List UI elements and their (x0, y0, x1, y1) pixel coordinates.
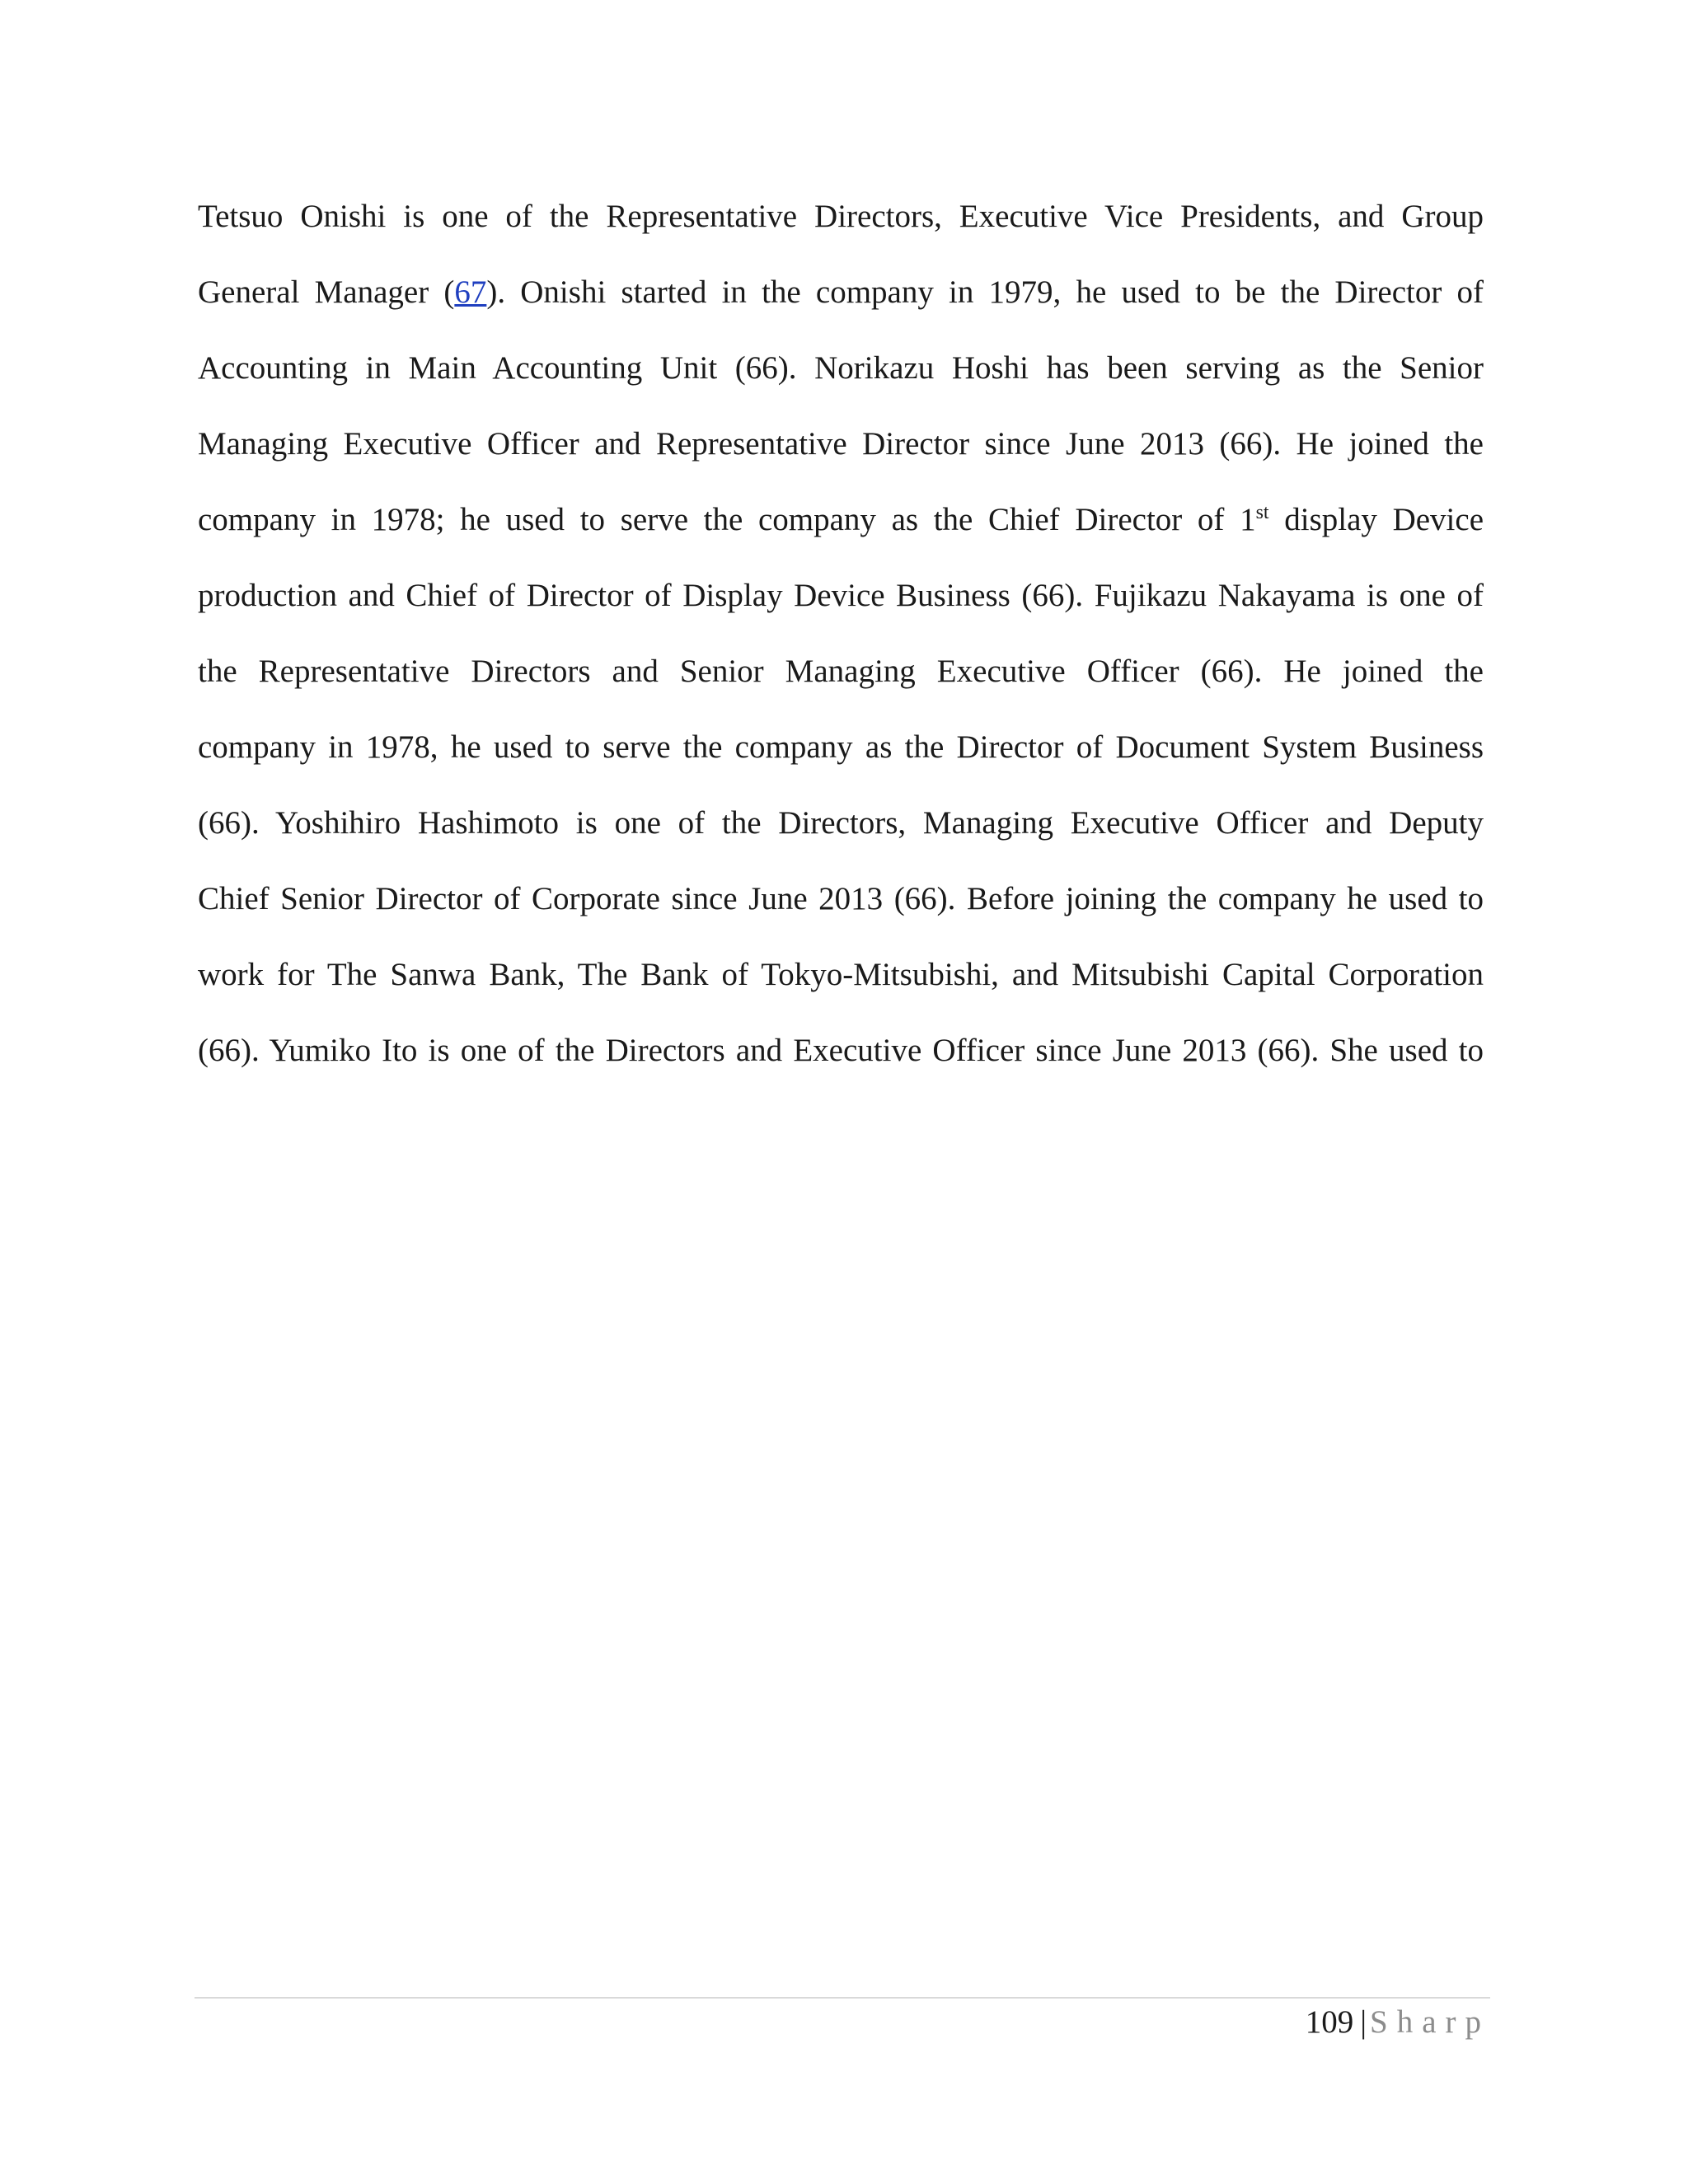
text-line (198, 497, 1484, 543)
footer-brand: Sharp (1370, 2004, 1490, 2040)
text-segment: General Manager ( (198, 274, 455, 310)
text-segment: display Device (1268, 502, 1484, 537)
text-line: (66). Yoshihiro Hashimoto is one of the Directors, Managing Executive Officer and Deputy (198, 805, 1484, 841)
citation-link[interactable]: 67 (454, 274, 487, 310)
footer-separator: | (1360, 2004, 1367, 2040)
text-line (198, 269, 1484, 316)
text-line: work for The Sanwa Bank, The Bank of Tokyo-Mitsubishi, and Mitsubishi Capital Corporation (198, 957, 1484, 992)
page-footer (1306, 1999, 1490, 2046)
text-line: Accounting in Main Accounting Unit (66). Norikazu Hoshi has been serving as the Senior (198, 350, 1484, 386)
text-line: production and Chief of Director of Display Device Business (66). Fujikazu Nakayama is one of (198, 578, 1484, 613)
ordinal-superscript: st (1255, 502, 1269, 523)
text-line: company in 1978, he used to serve the company as the Director of Document System Business (198, 729, 1484, 765)
text-line: Managing Executive Officer and Representative Director since June 2013 (66). He joined the (198, 426, 1484, 462)
text-segment: company in 1978; he used to serve the company as the Chief Director of 1 (198, 502, 1256, 537)
page-number: 109 (1305, 2004, 1354, 2040)
text-line: Tetsuo Onishi is one of the Representative Directors, Executive Vice Presidents, and Group (198, 199, 1484, 234)
text-segment: ). Onishi started in the company in 1979, he used to be the Director of (486, 274, 1484, 310)
footer-divider (195, 1997, 1490, 1999)
text-line: the Representative Directors and Senior Managing Executive Officer (66). He joined the (198, 654, 1484, 689)
text-line: (66). Yumiko Ito is one of the Directors and Executive Officer since June 2013 (66). She used to (198, 1033, 1484, 1068)
text-line: Chief Senior Director of Corporate since June 2013 (66). Before joining the company he used to (198, 881, 1484, 916)
